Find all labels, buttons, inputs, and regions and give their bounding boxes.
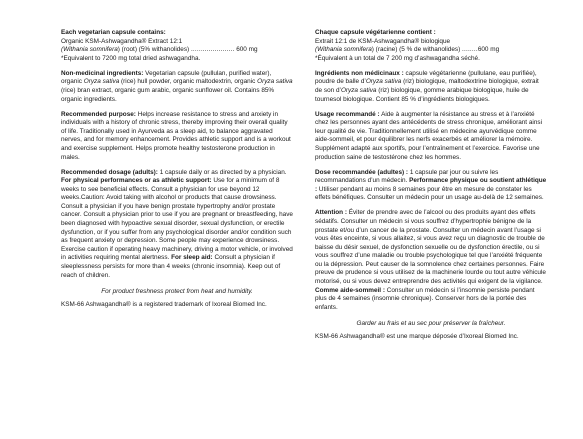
english-column (61, 29, 293, 316)
sleep-aid-text-fr: Consulter un médecin si l’insomnie persiste pendant plus de 4 semaines (insomnie chronique). Conserver hors de la portée des enfants. (315, 286, 535, 311)
nonmedicinal-heading: Non-medicinal ingredients: (61, 69, 144, 77)
nonmedicinal-text-a-fr: capsule végétarienne (pullulane, eau purifiée), poudre de balle d’ (315, 69, 537, 86)
contains-leader-dots: ...................... (190, 46, 235, 54)
purpose-text-fr: Aide à augmenter la résistance au stress et à l’anxiété chez les personnes ayant des antécédents de stress chronique, améliorant ainsi leur qualité de vie. Traditionnellement utilisé en médecine ayurvédique comme aide-sommeil, et pour équilibrer les nerfs exacerbés et améliorer la mémoire. Supplément adapté aux sportifs, pour l’entraînement et l’exercice. Favorise une production saine de testostérone chez les hommes. (315, 110, 543, 161)
nonmedicinal-latin-2: Oryza sativa (257, 78, 293, 86)
nonmedicinal-text-b: (rice) hull powder, organic maltodextrin, organic (119, 78, 258, 86)
dosage-text-a: 1 capsule daily or as directed by a physician. (157, 168, 287, 176)
contains-latin-name-fr: (Withania somnifera (315, 46, 372, 54)
purpose-text: Helps increase resistance to stress and anxiety in individuals with a history of chronic stress, thereby improving their overall quality of life. Traditionally used in Ayurveda as a sleep aid, to balance aggravated nerves, and for memory enhancement. Provides athletic support and is a workout and exercise supplement. Helps promote healthy testosterone production in males. (61, 110, 291, 161)
attention-text-fr: Éviter de prendre avec de l’alcool ou des produits ayant des effets sédatifs. Consulter un médecin si vous souffrez d’hypertrophie bénigne de la prostate et/ou d’un cancer de la prostate. Consulter un médecin avant l’usage si vous êtes enceinte, si vous allaitez, si vous avez reçu un diagnostic de trouble de baisse du désir sexuel, de dysfonction sexuelle ou de dysfonction érectile, ou si vous souffrez d’une maladie ou trouble psychologique tel que l’anxiété fréquente ou la dépression. Peut causer de la somnolence chez certaines personnes. Faire preuve de prudence si vous utilisez de la machinerie lourde ou tout autre véhicule motorisé, ou si vous devez entreprendre des activités qui exigent de la vigilance. (315, 209, 546, 286)
nonmedicinal-text-b-fr: (riz) biologique, maltodextrine biologique, extrait de son d’ (315, 78, 539, 94)
dosage-text-a-fr: 1 capsule par jour ou suivre les recommandations d’un médecin. (315, 168, 499, 185)
sleep-aid-heading: For sleep aid: (171, 254, 213, 262)
contains-leader-dots-fr: ........ (462, 46, 478, 54)
contains-heading-fr: Chaque capsule végétarienne contient : (315, 29, 436, 36)
dosage-section-fr (315, 169, 547, 203)
french-column (315, 29, 547, 348)
dosage-heading-fr: Dose recommandée (adultes) : (315, 168, 409, 176)
contains-quantity: 600 mg (236, 46, 258, 54)
contains-extract-line: Organic KSM-Ashwagandha® Extract 12:1 (61, 37, 183, 45)
trademark-note: KSM-66 Ashwagandha® is a registered trademark of Ixoreal Biomed Inc. (61, 300, 267, 308)
contains-quantity-fr: 600 mg (477, 46, 500, 54)
freshness-note: For product freshness protect from heat and humidity. (101, 288, 253, 296)
dosage-text-b: Use for a minimum of 8 weeks to see beneficial effects. Consult a physician for use beyond 12 weeks.Caution: Avoid taking with alcohol or products that cause drowsiness. Consult a physician if you have benign prostate hypertrophy and/or prostate cancer. Consult a physician prior to use if you are pregnant or breastfeeding, have been diagnosed with hypoactive sexual disorder, sexual dysfunction, or erectile dysfunction, or if you suffer from any psychological disorder and/or condition such as frequent anxiety or depression. Some people may experience drowsiness. Exercise caution if operating heavy machinery, driving a motor vehicle, or involved in activities requiring mental alertness. (61, 177, 293, 262)
physical-performance-heading-fr: Performance physique ou soutient athlétique : (315, 177, 547, 193)
contains-section-fr (315, 29, 547, 63)
equivalent-note: *Equivalent to 7200 mg total dried ashwagandha. (61, 54, 201, 62)
purpose-section-fr (315, 111, 547, 162)
nonmedicinal-latin-2-fr: Oryza sativa (340, 86, 377, 94)
nonmedicinal-latin-1: Oryza sativa (83, 78, 120, 86)
contains-root-line-fr: ) (racine) (5 % de withanolides) (371, 46, 461, 54)
contains-heading: Each vegetarian capsule contains: (61, 29, 166, 36)
nonmedicinal-section (61, 70, 293, 104)
attention-heading-fr: Attention : (315, 209, 347, 217)
attention-section-fr (315, 209, 547, 312)
nonmedicinal-text-a: Vegetarian capsule (pullulan, purified water), organic (61, 69, 272, 86)
dosage-section (61, 169, 293, 281)
purpose-section (61, 111, 293, 162)
trademark-note-fr: KSM-66 Ashwagandha® est une marque déposée d’Ixoreal Biomed Inc. (315, 332, 519, 340)
nonmedicinal-text-c: (rice) bran extract, organic gum arabic, organic sunflower oil. Contains 85% organic ingredients. (61, 86, 275, 103)
contains-latin-name: (Withania somnifera (61, 46, 118, 54)
dosage-heading: Recommended dosage (adults): (61, 168, 158, 176)
contains-section (61, 29, 293, 63)
purpose-heading-fr: Usage recommandé : (315, 110, 380, 118)
equivalent-note-fr: *Équivalent à un total de 7 200 mg d’ashwagandha séché. (315, 54, 480, 62)
nonmedicinal-latin-1-fr: Oryza sativa (365, 78, 402, 86)
nonmedicinal-section-fr (315, 70, 547, 104)
purpose-heading: Recommended purpose: (61, 110, 136, 118)
nonmedicinal-heading-fr: Ingrédients non médicinaux : (315, 69, 404, 77)
contains-root-line: ) (root) (5% withanolides) (117, 46, 190, 54)
freshness-note-fr: Garder au frais et au sec pour préserver la fraîcheur. (356, 320, 506, 328)
physical-performance-heading: For physical performances or as athletic support: (61, 177, 212, 185)
sleep-aid-heading-fr: Comme aide-sommeil : (315, 286, 385, 294)
nonmedicinal-text-c-fr: (riz) biologique, gomme arabique biologique, huile de tournesol biologique. Contient 85 % d’ingrédients biologiques. (315, 86, 529, 103)
contains-extract-line-fr: Extrait 12:1 de KSM-Ashwagandha® biologique (315, 37, 451, 45)
dosage-text-b-fr: Utiliser pendant au moins 8 semaines pour être en mesure de constater les effets bénéfiques. Consulter un médecin pour un usage au-delà de 12 semaines. (315, 185, 544, 202)
sleep-aid-text: Consult a physician if sleeplessness persists for more than 4 weeks (chronic insomnia). Keep out of reach of children. (61, 254, 281, 279)
